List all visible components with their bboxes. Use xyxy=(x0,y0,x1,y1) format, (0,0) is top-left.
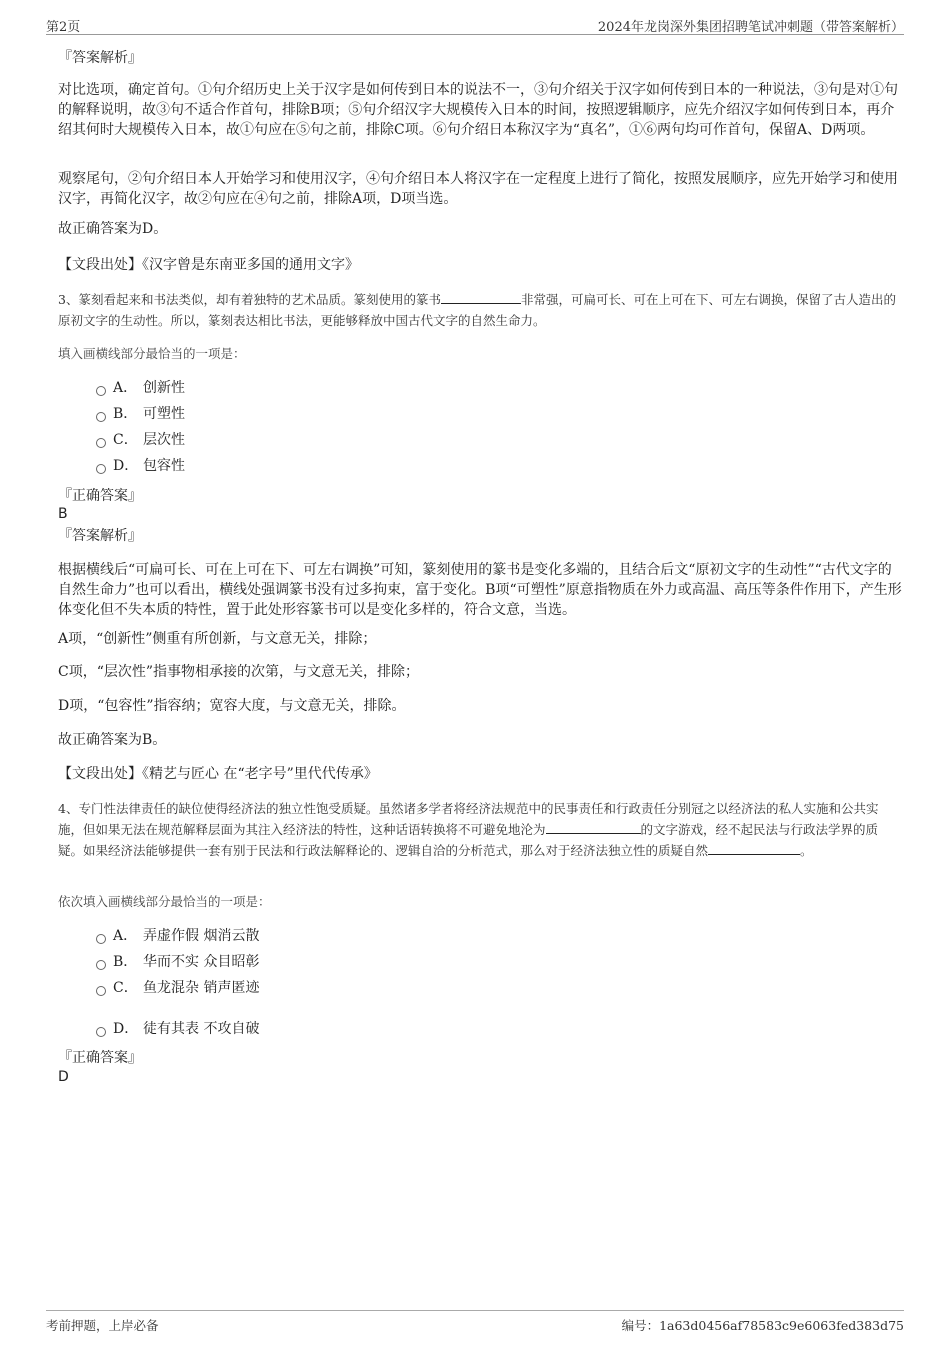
radio-button[interactable] xyxy=(96,386,106,396)
answer-label: 『正确答案』 xyxy=(58,488,142,504)
page-number: 第2页 xyxy=(46,20,81,35)
option-letter: C． xyxy=(113,432,138,448)
answer-label: 『正确答案』 xyxy=(58,1050,142,1066)
analysis-paragraph-2: 观察尾句，②句介绍日本人开始学习和使用汉字，④句介绍日本人将汉字在一定程度上进行了简化，按照发展顺序，应先开始学习和使用汉字，再简化汉字，故②句应在④句之前，排除A项，D项当选。 xyxy=(58,171,898,207)
question-4-text-part-b: 的文字游戏，经不起民法与行政法学界的质疑。如果经济法能够提供一套有别于民法和行政法解释论的、逻辑自洽的分析范式，那么对于经济法独立性的质疑自然 xyxy=(58,822,879,858)
radio-button[interactable] xyxy=(96,438,106,448)
option-letter: D． xyxy=(113,458,139,474)
correct-answer: B xyxy=(58,506,68,522)
correct-answer: D xyxy=(58,1069,69,1085)
question-3-text-part-a: 3、篆刻看起来和书法类似，却有着独特的艺术品质。篆刻使用的篆书 xyxy=(58,292,441,307)
option-text: 华而不实 众目昭彰 xyxy=(143,954,260,970)
radio-button[interactable] xyxy=(96,464,106,474)
document-title: 2024年龙岗深外集团招聘笔试冲刺题（带答案解析） xyxy=(597,20,904,35)
option-c[interactable] xyxy=(96,430,185,450)
question-4-text-part-a: 4、专门性法律责任的缺位使得经济法的独立性饱受质疑。虽然诸多学者将经济法规范中的民事责任和行政责任分别冠之以经济法的私人实施和公共实施，但如果无法在规范解释层面为其注入经济法的特性，这种话语转换将不可避免地沦为 xyxy=(58,801,879,837)
question-4-text xyxy=(58,798,902,861)
option-a[interactable] xyxy=(96,378,185,398)
option-letter: B． xyxy=(113,954,138,970)
fill-blank-2 xyxy=(708,840,800,855)
analysis-paragraph-3: C项，“层次性”指事物相承接的次第，与文意无关，排除； xyxy=(58,664,420,680)
option-text: 创新性 xyxy=(143,380,185,396)
document-id: 编号：1a63d0456af78583c9e6063fed383d75 xyxy=(621,1318,904,1333)
option-text: 层次性 xyxy=(143,432,185,448)
analysis-paragraph-4: D项，“包容性”指容纳；宽容大度，与文意无关，排除。 xyxy=(58,698,406,714)
option-text: 可塑性 xyxy=(143,406,185,422)
radio-button[interactable] xyxy=(96,960,106,970)
option-letter: A． xyxy=(113,380,138,396)
question-3-prompt: 填入画横线部分最恰当的一项是： xyxy=(58,346,246,361)
radio-button[interactable] xyxy=(96,986,106,996)
analysis-paragraph-1: 根据横线后“可扁可长、可在上可在下、可左右调换”可知，篆刻使用的篆书是变化多端的，且结合后文“原初文字的生动性”“古代文字的自然生命力”也可以看出，横线处强调篆书没有过多拘束，富于变化。B项“可塑性”原意指物质在外力或高温、高压等条件作用下，产生形体变化但不失本质的特性，置于此处形容篆书可以是变化多样的，符合文意，当选。 xyxy=(58,562,902,618)
source-citation: 【文段出处】《精艺与匠心 在“老字号”里代代传承》 xyxy=(58,766,378,782)
option-d[interactable] xyxy=(96,456,185,476)
option-text: 包容性 xyxy=(143,458,185,474)
option-text: 弄虚作假 烟消云散 xyxy=(143,928,260,944)
option-b[interactable] xyxy=(96,404,185,424)
analysis-label: 『答案解析』 xyxy=(58,50,142,66)
question-3-text xyxy=(58,289,902,331)
option-text: 徒有其表 不攻自破 xyxy=(143,1021,260,1037)
option-letter: D． xyxy=(113,1021,139,1037)
page-header xyxy=(46,14,904,35)
analysis-paragraph-2: A项，“创新性”侧重有所创新，与文意无关，排除； xyxy=(58,631,377,647)
option-d[interactable] xyxy=(96,1019,259,1039)
fill-blank xyxy=(441,289,521,304)
option-b[interactable] xyxy=(96,952,259,972)
conclusion: 故正确答案为D。 xyxy=(58,221,168,237)
option-letter: A． xyxy=(113,928,138,944)
option-a[interactable] xyxy=(96,926,259,946)
question-4-prompt: 依次填入画横线部分最恰当的一项是： xyxy=(58,894,271,909)
radio-button[interactable] xyxy=(96,934,106,944)
radio-button[interactable] xyxy=(96,412,106,422)
question-4-text-part-c: 。 xyxy=(800,843,813,858)
option-text: 鱼龙混杂 销声匿迹 xyxy=(143,980,260,996)
page-footer xyxy=(46,1310,904,1333)
analysis-label: 『答案解析』 xyxy=(58,528,142,544)
conclusion: 故正确答案为B。 xyxy=(58,732,167,748)
footer-slogan: 考前押题，上岸必备 xyxy=(46,1318,159,1333)
question-3-text-part-b: 非常强，可扁可长、可在上可在下、可左右调换，保留了古人造出的原初文字的生动性。所以，篆刻表达相比书法，更能够释放中国古代文字的自然生命力。 xyxy=(58,292,896,328)
source-citation: 【文段出处】《汉字曾是东南亚多国的通用文字》 xyxy=(58,257,359,273)
radio-button[interactable] xyxy=(96,1027,106,1037)
option-letter: C． xyxy=(113,980,138,996)
analysis-paragraph-1: 对比选项，确定首句。①句介绍历史上关于汉字是如何传到日本的说法不一，③句介绍关于汉字如何传到日本的一种说法，③句是对①句的解释说明，故③句不适合作首句，排除B项；⑤句介绍汉字大规模传入日本的时间，按照逻辑顺序，应先介绍汉字如何传到日本，再介绍其何时大规模传入日本，故①句应在⑤句之前，排除C项。⑥句介绍日本称汉字为“真名”，①⑥两句均可作首句，保留A、D两项。 xyxy=(58,82,898,138)
option-c[interactable] xyxy=(96,978,259,998)
fill-blank-1 xyxy=(546,819,641,834)
option-letter: B． xyxy=(113,406,138,422)
